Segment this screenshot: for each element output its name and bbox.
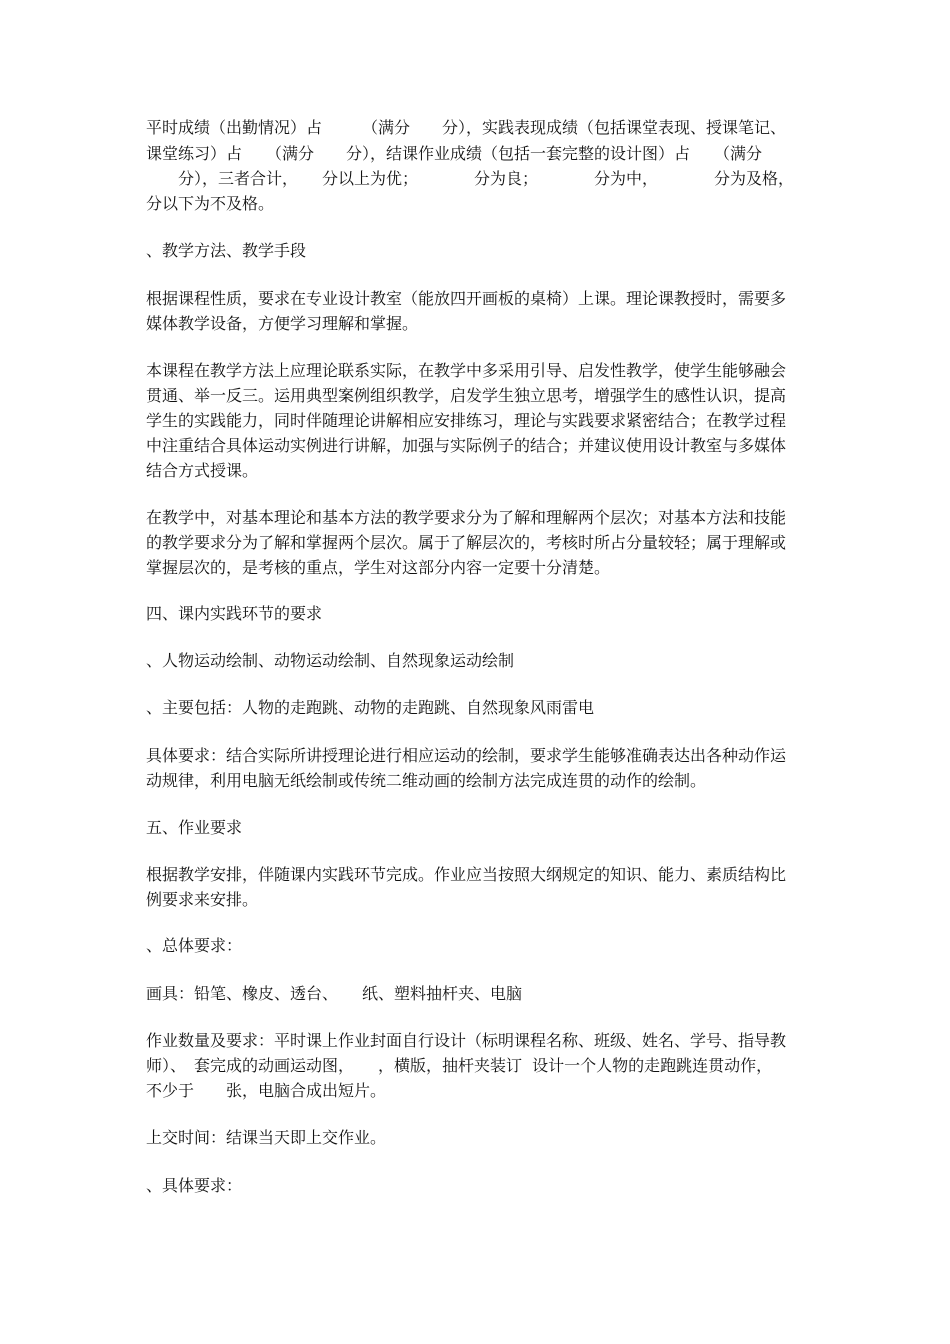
tools-line: 画具：铅笔、橡皮、透台、 纸、塑料抽杆夹、电脑	[146, 984, 523, 1003]
quantity-line-1: 作业数量及要求：平时课上作业封面自行设计（标明课程名称、班级、姓名、学号、指导教	[146, 1031, 787, 1050]
specific-requirements-heading: 、具体要求：	[146, 1176, 243, 1195]
methods-paragraph-1-line-2: 媒体教学设备，方便学习理解和掌握。	[146, 314, 419, 333]
methods-paragraph-1-line-1: 根据课程性质，要求在专业设计教室（能放四开画板的桌椅）上课。理论课教授时，需要多	[146, 289, 787, 308]
methods-paragraph-2-line-1: 本课程在教学方法上应理论联系实际，在教学中多采用引导、启发性教学，使学生能够融会	[146, 361, 787, 380]
grading-line-2: 课堂练习）占 （满分 分），结课作业成绩（包括一套完整的设计图）占 （满分	[146, 144, 763, 163]
homework-intro-line-2: 例要求来安排。	[146, 890, 259, 909]
practice-item-2: 、主要包括：人物的走跑跳、动物的走跑跳、自然现象风雨雷电	[146, 698, 595, 717]
overall-requirements-heading: 、总体要求：	[146, 936, 243, 955]
methods-paragraph-2-line-3: 学生的实践能力，同时伴随理论讲解相应安排练习，理论与实践要求紧密结合；在教学过程	[146, 411, 787, 430]
quantity-line-3: 不少于 张，电脑合成出短片。	[146, 1081, 387, 1100]
methods-paragraph-3-line-3: 掌握层次的，是考核的重点，学生对这部分内容一定要十分清楚。	[146, 558, 611, 577]
methods-paragraph-2-line-5: 结合方式授课。	[146, 461, 259, 480]
section-methods-heading: 、教学方法、教学手段	[146, 241, 307, 260]
methods-paragraph-2-line-4: 中注重结合具体运动实例进行讲解，加强与实际例子的结合；并建议使用设计教室与多媒体	[146, 436, 787, 455]
practice-item-1: 、人物运动绘制、动物运动绘制、自然现象运动绘制	[146, 651, 515, 670]
homework-intro-line-1: 根据教学安排，伴随课内实践环节完成。作业应当按照大纲规定的知识、能力、素质结构比	[146, 865, 787, 884]
quantity-line-2: 师）、 套完成的动画运动图， ，横版，抽杆夹装订 设计一个人物的走跑跳连贯动作，	[146, 1056, 773, 1075]
grading-line-3: 分），三者合计， 分以上为优； 分为良； 分为中， 分为及格，	[146, 169, 795, 188]
practice-requirement-line-2: 动规律，利用电脑无纸绘制或传统二维动画的绘制方法完成连贯的动作的绘制。	[146, 771, 707, 790]
methods-paragraph-3-line-2: 的教学要求分为了解和掌握两个层次。属于了解层次的，考核时所占分量较轻；属于理解或	[146, 533, 787, 552]
methods-paragraph-3-line-1: 在教学中，对基本理论和基本方法的教学要求分为了解和理解两个层次；对基本方法和技能	[146, 508, 787, 527]
grading-line-4: 分以下为不及格。	[146, 194, 275, 213]
section-4-heading: 四、课内实践环节的要求	[146, 604, 323, 623]
grading-line-1: 平时成绩（出勤情况）占 （满分 分），实践表现成绩（包括课堂表现、授课笔记、	[146, 118, 787, 137]
section-5-heading: 五、作业要求	[146, 818, 243, 837]
methods-paragraph-2-line-2: 贯通、举一反三。运用典型案例组织教学，启发学生独立思考，增强学生的感性认识，提高	[146, 386, 787, 405]
submit-time-line: 上交时间：结课当天即上交作业。	[146, 1128, 387, 1147]
practice-requirement-line-1: 具体要求：结合实际所讲授理论进行相应运动的绘制，要求学生能够准确表达出各种动作运	[146, 746, 787, 765]
